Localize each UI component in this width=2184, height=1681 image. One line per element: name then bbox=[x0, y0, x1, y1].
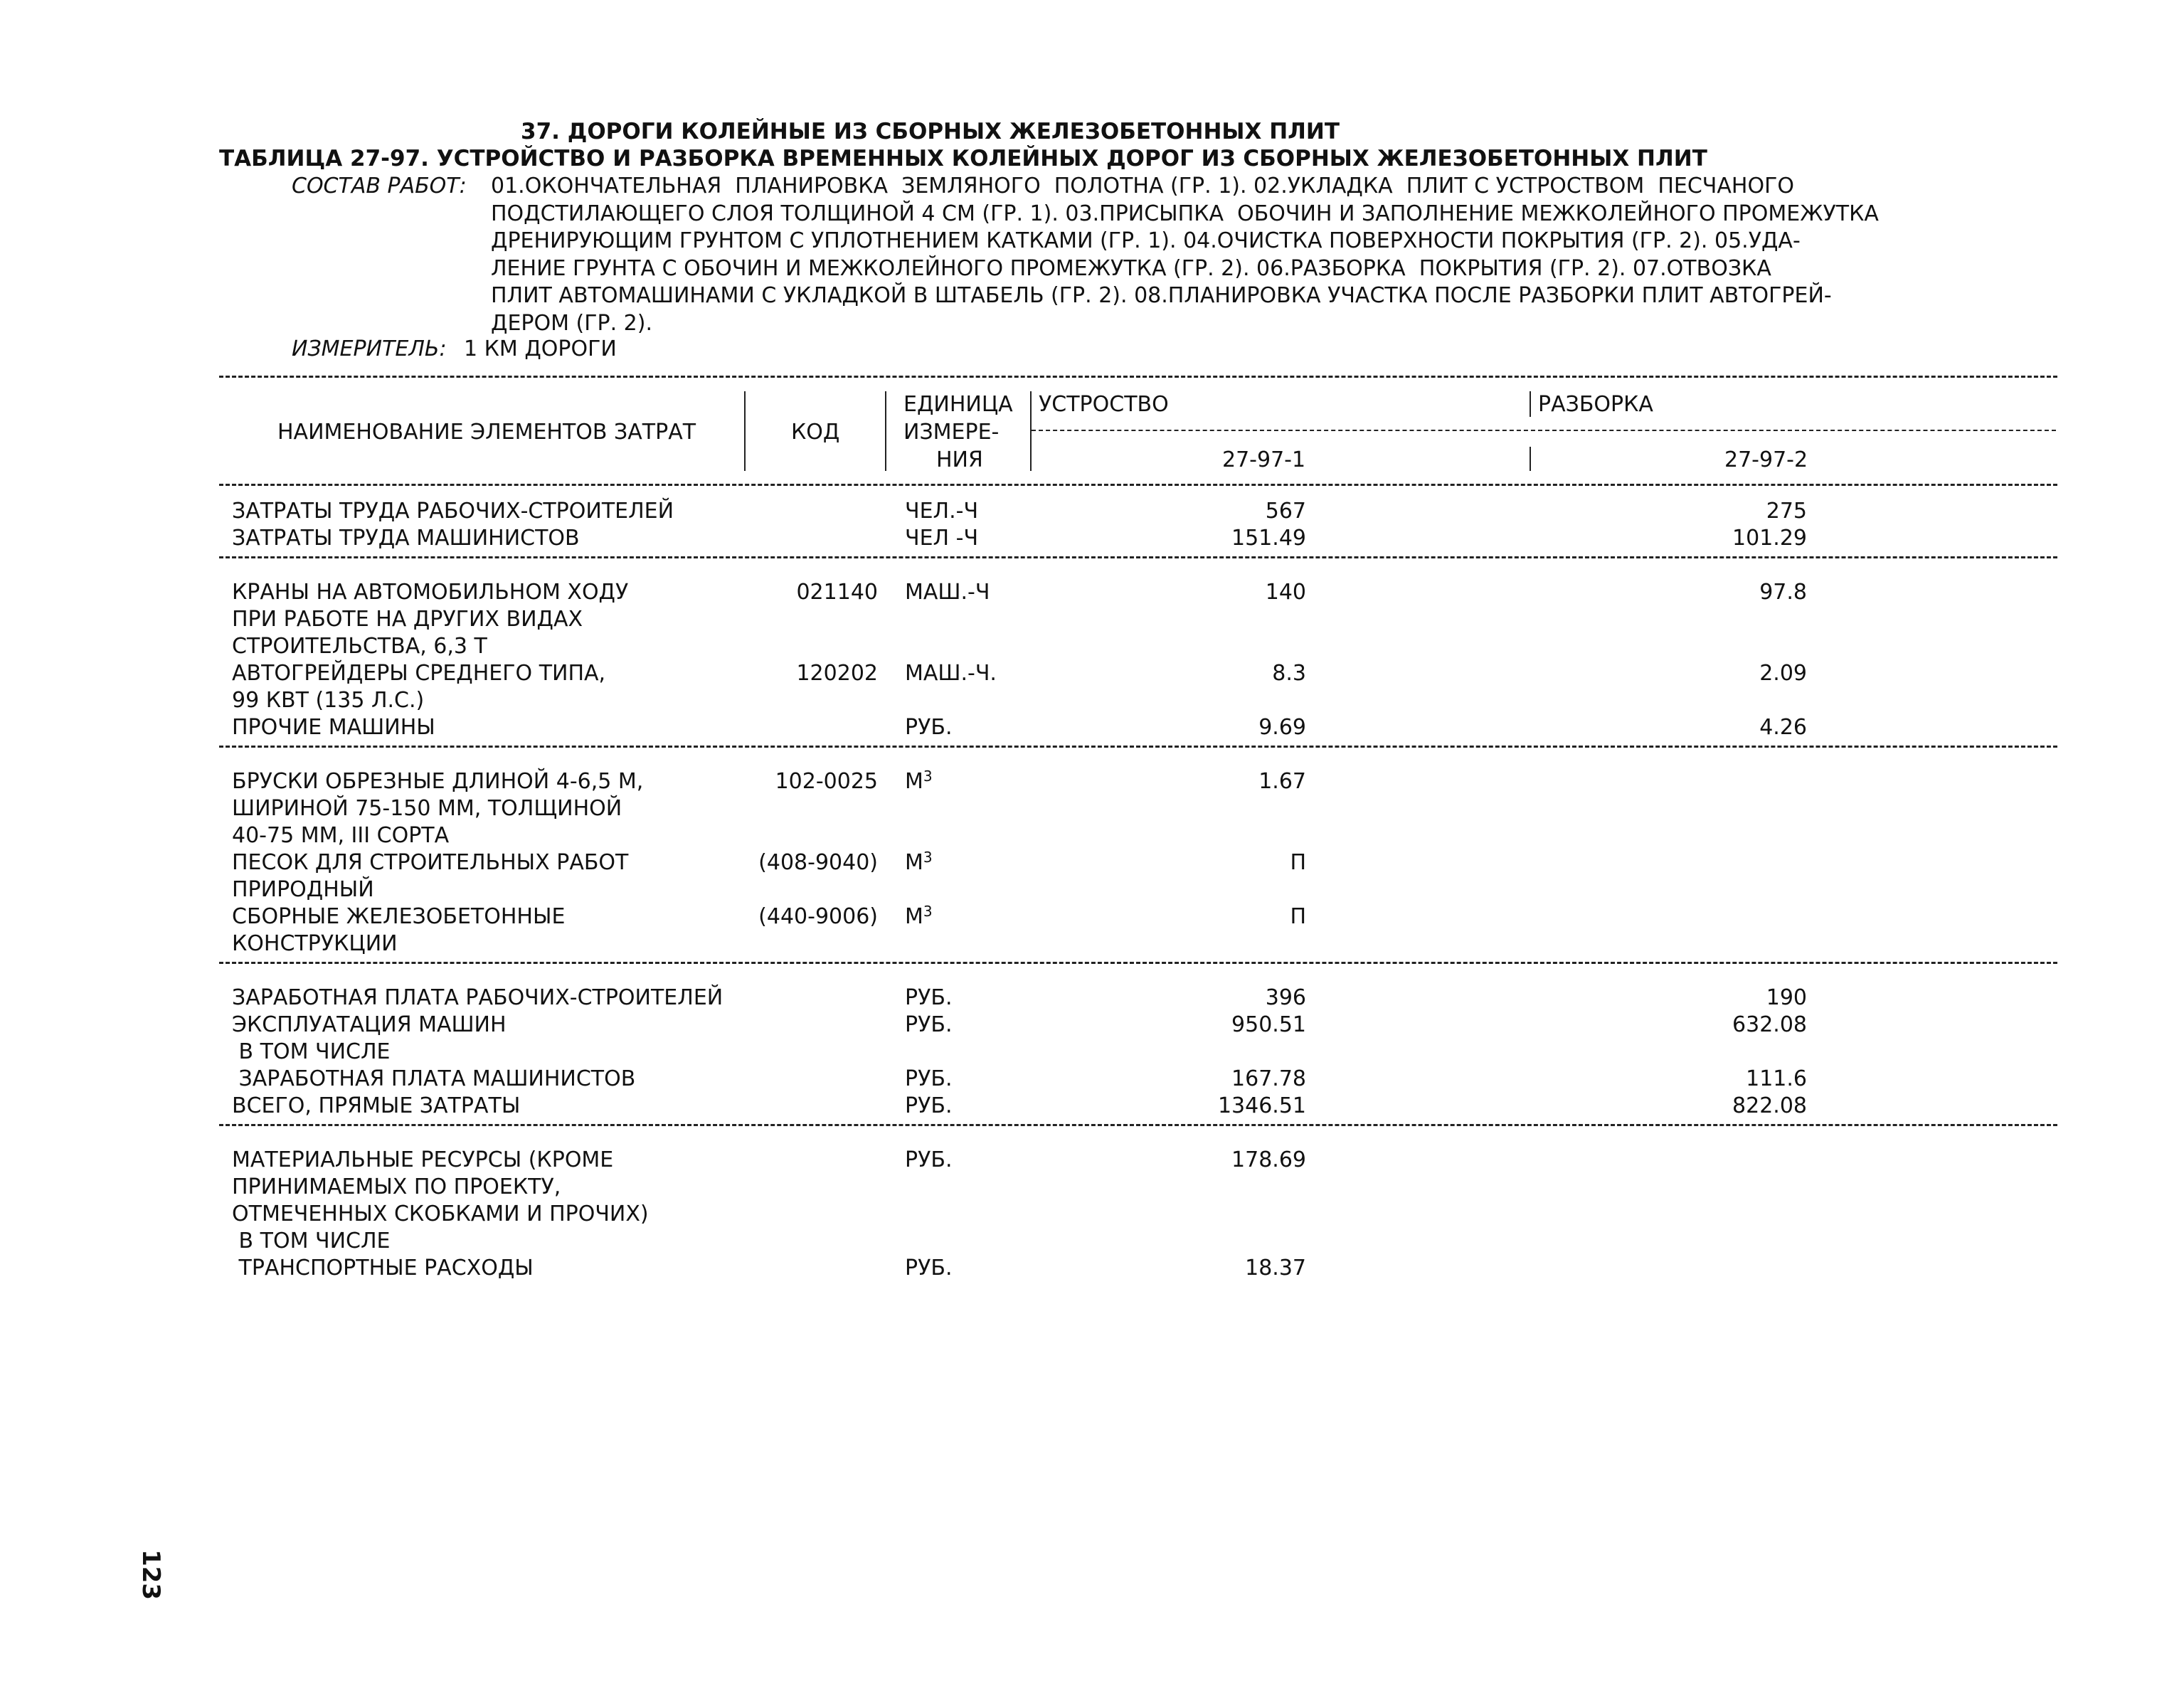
row-value-2: 101.29 bbox=[1732, 526, 1807, 551]
row-name: ЗАРАБОТНАЯ ПЛАТА РАБОЧИХ-СТРОИТЕЛЕЙ bbox=[232, 985, 723, 1010]
row-name: ТРАНСПОРТНЫЕ РАСХОДЫ bbox=[232, 1256, 534, 1280]
row-value-1: 1346.51 bbox=[1217, 1093, 1306, 1118]
unit-superscript: 3 bbox=[923, 849, 933, 866]
header-separator bbox=[1530, 447, 1531, 471]
row-code: (440-9006) bbox=[758, 904, 878, 929]
row-name: СТРОИТЕЛЬСТВА, 6,3 Т bbox=[232, 634, 487, 659]
row-value-1: П bbox=[1290, 850, 1306, 875]
unit-text: МАШ.-Ч bbox=[905, 580, 990, 605]
row-name: ВСЕГО, ПРЯМЫЕ ЗАТРАТЫ bbox=[232, 1093, 521, 1118]
row-name: МАТЕРИАЛЬНЫЕ РЕСУРСЫ (КРОМЕ bbox=[232, 1147, 614, 1172]
section-title: 37. ДОРОГИ КОЛЕЙНЫЕ ИЗ СБОРНЫХ ЖЕЛЕЗОБЕТОННЫХ ПЛИТ bbox=[521, 119, 1340, 144]
table-top-rule bbox=[219, 376, 2057, 378]
unit-text: РУБ. bbox=[905, 1012, 953, 1037]
row-unit bbox=[905, 987, 953, 1009]
composition-line: ПЛИТ АВТОМАШИНАМИ С УКЛАДКОЙ В ШТАБЕЛЬ (ГР. 2). 08.ПЛАНИРОВКА УЧАСТКА ПОСЛЕ РАЗБОРКИ ПЛИТ АВТОГРЕЙ- bbox=[491, 283, 1832, 308]
composition-label: СОСТАВ РАБОТ: bbox=[292, 174, 467, 198]
group-rule bbox=[219, 1124, 2057, 1126]
composition-line: 01.ОКОНЧАТЕЛЬНАЯ ПЛАНИРОВКА ЗЕМЛЯНОГО ПОЛОТНА (ГР. 1). 02.УКЛАДКА ПЛИТ С УСТРОСТВОМ ПЕСЧАНОГО bbox=[491, 174, 1794, 198]
row-value-2: 275 bbox=[1766, 499, 1807, 524]
row-value-1: 950.51 bbox=[1231, 1012, 1306, 1037]
row-name: ПЕСОК ДЛЯ СТРОИТЕЛЬНЫХ РАБОТ bbox=[232, 850, 629, 875]
unit-text: РУБ. bbox=[905, 1147, 953, 1172]
row-unit bbox=[905, 501, 978, 522]
row-unit bbox=[905, 717, 953, 738]
row-name: БРУСКИ ОБРЕЗНЫЕ ДЛИНОЙ 4-6,5 М, bbox=[232, 769, 644, 794]
row-value-1: П bbox=[1290, 904, 1306, 929]
header-group-2: РАЗБОРКА bbox=[1538, 392, 1653, 417]
row-name: ПРИ РАБОТЕ НА ДРУГИХ ВИДАХ bbox=[232, 607, 583, 632]
unit-text: ЧЕЛ.-Ч bbox=[905, 499, 979, 524]
header-unit-1: ЕДИНИЦА bbox=[903, 392, 1013, 417]
row-value-2: 632.08 bbox=[1732, 1012, 1807, 1037]
row-unit bbox=[905, 903, 933, 929]
row-unit bbox=[905, 1014, 953, 1036]
meter-value: 1 КМ ДОРОГИ bbox=[464, 336, 617, 361]
row-code: 102-0025 bbox=[775, 769, 878, 794]
row-value-1: 567 bbox=[1265, 499, 1306, 524]
row-name: В ТОМ ЧИСЛЕ bbox=[232, 1039, 391, 1064]
composition-line: ЛЕНИЕ ГРУНТА С ОБОЧИН И МЕЖКОЛЕЙНОГО ПРОМЕЖУТКА (ГР. 2). 06.РАЗБОРКА ПОКРЫТИЯ (ГР. 2). 07.ОТВОЗКА bbox=[491, 255, 1771, 281]
row-value-2: 2.09 bbox=[1759, 661, 1807, 686]
header-separator bbox=[744, 391, 746, 471]
row-value-1: 140 bbox=[1265, 580, 1306, 605]
unit-text: РУБ. bbox=[905, 1093, 953, 1118]
row-value-1: 1.67 bbox=[1258, 769, 1306, 794]
unit-text: МАШ.-Ч. bbox=[905, 661, 997, 686]
row-unit bbox=[905, 1093, 953, 1118]
header-sub-rule bbox=[1032, 430, 2056, 431]
row-name: 40-75 ММ, III СОРТА bbox=[232, 823, 450, 848]
row-name: КРАНЫ НА АВТОМОБИЛЬНОМ ХОДУ bbox=[232, 580, 629, 605]
row-name: СБОРНЫЕ ЖЕЛЕЗОБЕТОННЫЕ bbox=[232, 904, 566, 929]
group-rule bbox=[219, 556, 2057, 558]
row-name: 99 КВТ (135 Л.С.) bbox=[232, 688, 425, 713]
meter-label: ИЗМЕРИТЕЛЬ: bbox=[292, 336, 447, 361]
row-name: ЗАРАБОТНАЯ ПЛАТА МАШИНИСТОВ bbox=[232, 1066, 636, 1091]
row-name: ЭКСПЛУАТАЦИЯ МАШИН bbox=[232, 1012, 507, 1037]
header-group-1: УСТРОСТВО bbox=[1039, 392, 1169, 417]
unit-text: РУБ. bbox=[905, 715, 953, 740]
row-unit: РУБ. bbox=[905, 1066, 953, 1091]
row-name: ЗАТРАТЫ ТРУДА РАБОЧИХ-СТРОИТЕЛЕЙ bbox=[232, 499, 674, 524]
unit-superscript: 3 bbox=[923, 768, 933, 785]
row-value-1: 151.49 bbox=[1231, 526, 1306, 551]
table-title: ТАБЛИЦА 27-97. УСТРОЙСТВО И РАЗБОРКА ВРЕМЕННЫХ КОЛЕЙНЫХ ДОРОГ ИЗ СБОРНЫХ ЖЕЛЕЗОБЕТОННЫХ ПЛИТ bbox=[219, 146, 1707, 171]
composition-line: ДЕРОМ (ГР. 2). bbox=[491, 310, 653, 336]
header-separator bbox=[1030, 391, 1032, 471]
header-separator bbox=[885, 391, 886, 471]
row-name: ШИРИНОЙ 75-150 ММ, ТОЛЩИНОЙ bbox=[232, 796, 622, 821]
row-name: АВТОГРЕЙДЕРЫ СРЕДНЕГО ТИПА, bbox=[232, 661, 606, 686]
unit-superscript: 3 bbox=[923, 903, 933, 920]
row-name: В ТОМ ЧИСЛЕ bbox=[232, 1229, 391, 1253]
header-col-2: 27-97-2 bbox=[1724, 447, 1808, 472]
unit-text: М bbox=[905, 850, 923, 875]
header-name: НАИМЕНОВАНИЕ ЭЛЕМЕНТОВ ЗАТРАТ bbox=[277, 420, 696, 445]
row-value-1: 396 bbox=[1265, 985, 1306, 1010]
group-rule bbox=[219, 746, 2057, 748]
row-name: ПРОЧИЕ МАШИНЫ bbox=[232, 715, 435, 740]
row-unit bbox=[905, 663, 997, 684]
row-value-2: 111.6 bbox=[1746, 1066, 1807, 1091]
header-bottom-rule bbox=[219, 484, 2057, 486]
row-value-2: 4.26 bbox=[1759, 715, 1807, 740]
row-value-1: 178.69 bbox=[1231, 1147, 1306, 1172]
header-separator bbox=[1530, 391, 1531, 417]
row-value-2: 190 bbox=[1766, 985, 1807, 1010]
composition-line: ДРЕНИРУЮЩИМ ГРУНТОМ С УПЛОТНЕНИЕМ КАТКАМИ (ГР. 1). 04.ОЧИСТКА ПОВЕРХНОСТИ ПОКРЫТИЯ (ГР. 2). 05.УДА- bbox=[491, 228, 1801, 253]
row-name: ПРИНИМАЕМЫХ ПО ПРОЕКТУ, bbox=[232, 1174, 561, 1199]
row-value-2: 822.08 bbox=[1732, 1093, 1807, 1118]
header-col-1: 27-97-1 bbox=[1222, 447, 1306, 472]
unit-text: ЧЕЛ -Ч bbox=[905, 526, 979, 551]
unit-text: РУБ. bbox=[905, 985, 953, 1010]
row-unit bbox=[905, 849, 933, 875]
unit-text: М bbox=[905, 769, 923, 794]
row-value-2: 97.8 bbox=[1759, 580, 1807, 605]
row-unit bbox=[905, 582, 990, 603]
row-name: ОТМЕЧЕННЫХ СКОБКАМИ И ПРОЧИХ) bbox=[232, 1202, 649, 1226]
unit-text: М bbox=[905, 904, 923, 929]
page-number: 123 bbox=[137, 1549, 165, 1600]
row-value-1: 8.3 bbox=[1272, 661, 1306, 686]
row-value-1: 167.78 bbox=[1231, 1066, 1306, 1091]
header-code: КОД bbox=[791, 420, 840, 445]
row-code: (408-9040) bbox=[758, 850, 878, 875]
group-rule bbox=[219, 962, 2057, 964]
row-unit bbox=[905, 1147, 953, 1172]
row-name: ЗАТРАТЫ ТРУДА МАШИНИСТОВ bbox=[232, 526, 580, 551]
header-unit-2: ИЗМЕРЕ- bbox=[903, 420, 1000, 445]
row-code: 120202 bbox=[796, 661, 878, 686]
row-value-1: 9.69 bbox=[1258, 715, 1306, 740]
header-unit-3: НИЯ bbox=[936, 447, 983, 472]
composition-line: ПОДСТИЛАЮЩЕГО СЛОЯ ТОЛЩИНОЙ 4 СМ (ГР. 1). 03.ПРИСЫПКА ОБОЧИН И ЗАПОЛНЕНИЕ МЕЖКОЛЕЙНОГО ПРОМЕЖУТКА bbox=[491, 201, 1879, 226]
row-code: 021140 bbox=[796, 580, 878, 605]
row-unit bbox=[905, 768, 933, 794]
row-unit: РУБ. bbox=[905, 1256, 953, 1280]
row-value-1: 18.37 bbox=[1245, 1256, 1306, 1280]
row-unit bbox=[905, 528, 978, 549]
row-name: КОНСТРУКЦИИ bbox=[232, 931, 398, 956]
row-name: ПРИРОДНЫЙ bbox=[232, 877, 374, 902]
